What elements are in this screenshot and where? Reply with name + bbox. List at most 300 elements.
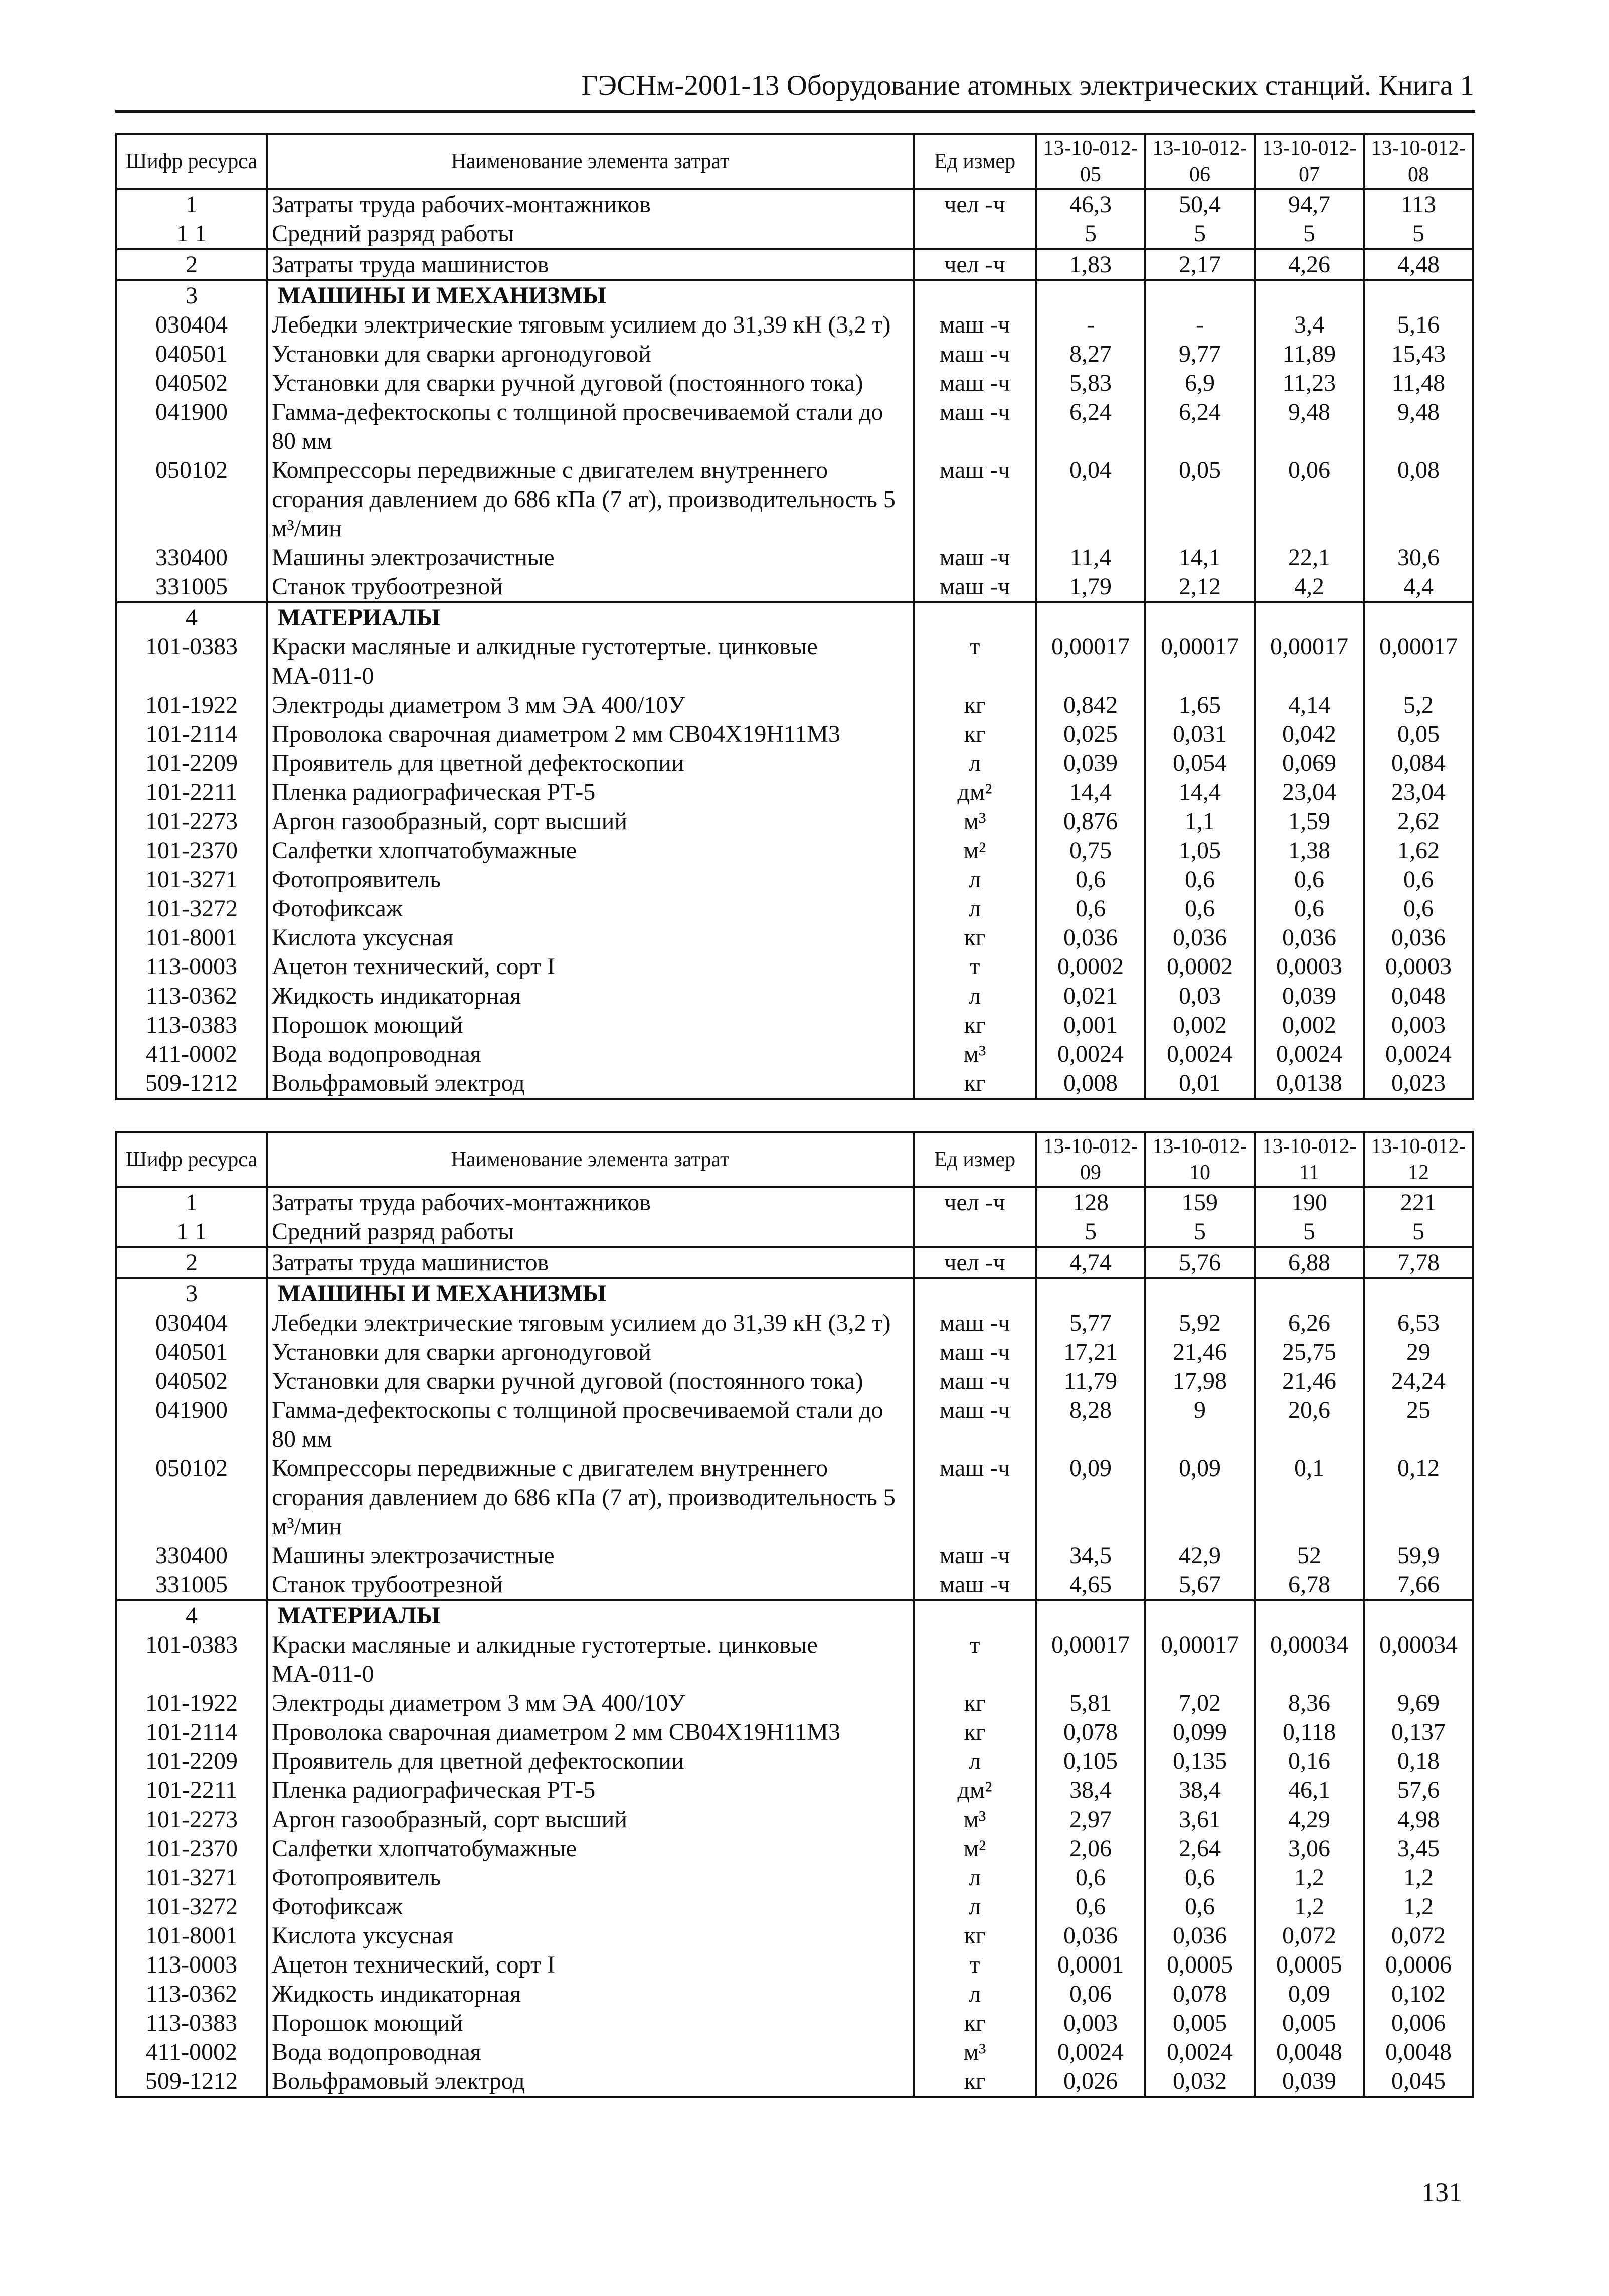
resource-name: Лебедки электрические тяговым усилием до 31,39 кН (3,2 т) bbox=[267, 310, 914, 340]
value-cell: 1,2 bbox=[1364, 1863, 1473, 1892]
resource-name: Электроды диаметром 3 мм ЭА 400/10У bbox=[267, 691, 914, 720]
table-row bbox=[116, 1187, 1473, 1218]
value-cell: 0,135 bbox=[1145, 1747, 1255, 1776]
value-cell: 0,6 bbox=[1036, 1863, 1145, 1892]
value-cell: 0,04 bbox=[1036, 456, 1145, 543]
resource-code: 509-1212 bbox=[116, 1069, 267, 1099]
resource-name: Гамма-дефектоскопы с толщиной просвечиваемой стали до 80 мм bbox=[267, 1396, 914, 1454]
unit-cell: маш -ч bbox=[914, 1367, 1036, 1396]
resource-name: Средний разряд работы bbox=[267, 1217, 914, 1247]
value-cell: 0,005 bbox=[1145, 2009, 1255, 2038]
table-row bbox=[116, 1689, 1473, 1718]
col-header-code: Шифр ресурса bbox=[116, 1132, 267, 1187]
value-cell: 4,26 bbox=[1255, 249, 1364, 280]
resource-code: 050102 bbox=[116, 1454, 267, 1541]
value-cell: 0,842 bbox=[1036, 691, 1145, 720]
unit-cell: дм² bbox=[914, 1776, 1036, 1805]
value-cell bbox=[1364, 280, 1473, 310]
resource-name: Установки для сварки ручной дуговой (постоянного тока) bbox=[267, 369, 914, 398]
table-row bbox=[116, 1069, 1473, 1099]
table-row bbox=[116, 1541, 1473, 1570]
resource-name: Порошок моющий bbox=[267, 1011, 914, 1040]
value-cell: 8,36 bbox=[1255, 1689, 1364, 1718]
value-cell: 1,59 bbox=[1255, 807, 1364, 836]
resource-code: 1 bbox=[116, 189, 267, 220]
resource-code: 411-0002 bbox=[116, 1040, 267, 1069]
resource-name: Затраты труда рабочих-монтажников bbox=[267, 1187, 914, 1218]
value-cell: 0,036 bbox=[1036, 1921, 1145, 1950]
unit-cell: м³ bbox=[914, 1040, 1036, 1069]
value-cell: 11,23 bbox=[1255, 369, 1364, 398]
value-cell: 21,46 bbox=[1255, 1367, 1364, 1396]
resource-code: 101-8001 bbox=[116, 1921, 267, 1950]
resource-name: Пленка радиографическая РТ-5 bbox=[267, 778, 914, 807]
value-cell: 3,4 bbox=[1255, 310, 1364, 340]
resource-name: Установки для сварки аргонодуговой bbox=[267, 1338, 914, 1367]
value-cell: 34,5 bbox=[1036, 1541, 1145, 1570]
page-number: 131 bbox=[1421, 2177, 1462, 2207]
unit-cell bbox=[914, 1278, 1036, 1308]
value-cell: 7,78 bbox=[1364, 1247, 1473, 1278]
value-cell: 9,69 bbox=[1364, 1689, 1473, 1718]
resource-code: 101-8001 bbox=[116, 923, 267, 952]
resource-code: 030404 bbox=[116, 1308, 267, 1338]
page-header: ГЭСНм-2001-13 Оборудование атомных электрических станций. Книга 1 bbox=[581, 70, 1474, 101]
resource-name: Вольфрамовый электрод bbox=[267, 2067, 914, 2097]
resource-code: 113-0383 bbox=[116, 1011, 267, 1040]
resource-name: Компрессоры передвижные с двигателем внутреннего сгорания давлением до 686 кПа (7 ат), производительность 5 м³/мин bbox=[267, 456, 914, 543]
table-row bbox=[116, 836, 1473, 865]
section-title: МАТЕРИАЛЫ bbox=[267, 602, 914, 632]
resource-name: Станок трубоотрезной bbox=[267, 572, 914, 602]
value-cell: 5 bbox=[1036, 1217, 1145, 1247]
value-cell: 17,21 bbox=[1036, 1338, 1145, 1367]
value-cell: 3,45 bbox=[1364, 1834, 1473, 1863]
value-cell: 0,0138 bbox=[1255, 1069, 1364, 1099]
resource-code: 101-2211 bbox=[116, 1776, 267, 1805]
unit-cell: кг bbox=[914, 923, 1036, 952]
resource-code: 331005 bbox=[116, 572, 267, 602]
table-row bbox=[116, 1630, 1473, 1689]
table-row bbox=[116, 572, 1473, 602]
value-cell: 0,09 bbox=[1255, 1980, 1364, 2009]
resource-code: 4 bbox=[116, 1600, 267, 1630]
resource-code: 331005 bbox=[116, 1570, 267, 1600]
value-cell: 6,88 bbox=[1255, 1247, 1364, 1278]
resource-code: 1 1 bbox=[116, 219, 267, 249]
value-cell: 4,2 bbox=[1255, 572, 1364, 602]
value-cell: 0,118 bbox=[1255, 1718, 1364, 1747]
col-header-norm: 13-10-012-12 bbox=[1364, 1132, 1473, 1187]
value-cell: 0,6 bbox=[1255, 865, 1364, 894]
value-cell: 5 bbox=[1364, 1217, 1473, 1247]
value-cell: 1,65 bbox=[1145, 691, 1255, 720]
section-title: МАТЕРИАЛЫ bbox=[267, 1600, 914, 1630]
table-row bbox=[116, 398, 1473, 456]
table-row bbox=[116, 219, 1473, 249]
value-cell: 1,2 bbox=[1255, 1892, 1364, 1921]
value-cell: 14,1 bbox=[1145, 543, 1255, 572]
resource-name: Машины электрозачистные bbox=[267, 543, 914, 572]
value-cell: 221 bbox=[1364, 1187, 1473, 1218]
unit-cell: маш -ч bbox=[914, 369, 1036, 398]
resource-code: 330400 bbox=[116, 1541, 267, 1570]
resource-code: 113-0383 bbox=[116, 2009, 267, 2038]
resource-name: Аргон газообразный, сорт высший bbox=[267, 1805, 914, 1834]
table-row bbox=[116, 1776, 1473, 1805]
unit-cell: чел -ч bbox=[914, 1247, 1036, 1278]
value-cell: 5,83 bbox=[1036, 369, 1145, 398]
value-cell: 5 bbox=[1145, 1217, 1255, 1247]
value-cell: 0,0024 bbox=[1255, 1040, 1364, 1069]
value-cell: 94,7 bbox=[1255, 189, 1364, 220]
resource-name: Проявитель для цветной дефектоскопии bbox=[267, 749, 914, 778]
value-cell: 0,00034 bbox=[1255, 1630, 1364, 1689]
value-cell: 0,0024 bbox=[1036, 1040, 1145, 1069]
value-cell: 9 bbox=[1145, 1396, 1255, 1454]
resource-name: Проволока сварочная диаметром 2 мм СВ04Х19Н11М3 bbox=[267, 1718, 914, 1747]
unit-cell: маш -ч bbox=[914, 1338, 1036, 1367]
resource-name: Фотопроявитель bbox=[267, 1863, 914, 1892]
unit-cell: л bbox=[914, 894, 1036, 923]
value-cell: 0,6 bbox=[1255, 894, 1364, 923]
col-header-unit: Ед измер bbox=[914, 1132, 1036, 1187]
value-cell: 0,0001 bbox=[1036, 1950, 1145, 1980]
value-cell: 0,0024 bbox=[1036, 2038, 1145, 2067]
value-cell: 0,001 bbox=[1036, 1011, 1145, 1040]
value-cell: 0,023 bbox=[1364, 1069, 1473, 1099]
unit-cell: кг bbox=[914, 1011, 1036, 1040]
unit-cell: маш -ч bbox=[914, 572, 1036, 602]
value-cell: 0,6 bbox=[1145, 1863, 1255, 1892]
value-cell: 0,6 bbox=[1145, 894, 1255, 923]
value-cell: 46,1 bbox=[1255, 1776, 1364, 1805]
value-cell: 21,46 bbox=[1145, 1338, 1255, 1367]
value-cell: 5,16 bbox=[1364, 310, 1473, 340]
value-cell: 14,4 bbox=[1036, 778, 1145, 807]
col-header-norm: 13-10-012-06 bbox=[1145, 134, 1255, 189]
value-cell bbox=[1036, 1600, 1145, 1630]
value-cell: 0,039 bbox=[1255, 2067, 1364, 2097]
value-cell: 0,00017 bbox=[1145, 632, 1255, 691]
value-cell: 23,04 bbox=[1364, 778, 1473, 807]
value-cell: 0,078 bbox=[1145, 1980, 1255, 2009]
section-title: МАШИНЫ И МЕХАНИЗМЫ bbox=[267, 280, 914, 310]
resource-name: Вода водопроводная bbox=[267, 2038, 914, 2067]
unit-cell: т bbox=[914, 1950, 1036, 1980]
value-cell: 4,48 bbox=[1364, 249, 1473, 280]
value-cell: 0,09 bbox=[1036, 1454, 1145, 1541]
value-cell: 38,4 bbox=[1145, 1776, 1255, 1805]
value-cell: 0,0048 bbox=[1255, 2038, 1364, 2067]
value-cell: 5,77 bbox=[1036, 1308, 1145, 1338]
resource-code: 101-0383 bbox=[116, 1630, 267, 1689]
table-row bbox=[116, 1367, 1473, 1396]
resource-name: Гамма-дефектоскопы с толщиной просвечиваемой стали до 80 мм bbox=[267, 398, 914, 456]
unit-cell: м³ bbox=[914, 807, 1036, 836]
value-cell: 0,002 bbox=[1255, 1011, 1364, 1040]
value-cell: 20,6 bbox=[1255, 1396, 1364, 1454]
value-cell: 0,0003 bbox=[1364, 952, 1473, 981]
resource-code: 101-2273 bbox=[116, 807, 267, 836]
value-cell bbox=[1255, 602, 1364, 632]
resource-name: Вода водопроводная bbox=[267, 1040, 914, 1069]
value-cell: 0,6 bbox=[1145, 865, 1255, 894]
table-row bbox=[116, 1040, 1473, 1069]
value-cell: 2,64 bbox=[1145, 1834, 1255, 1863]
unit-cell: кг bbox=[914, 691, 1036, 720]
value-cell: 0,0024 bbox=[1145, 2038, 1255, 2067]
unit-cell: чел -ч bbox=[914, 189, 1036, 220]
value-cell: 0,05 bbox=[1145, 456, 1255, 543]
value-cell: 0,6 bbox=[1364, 894, 1473, 923]
value-cell: 0,045 bbox=[1364, 2067, 1473, 2097]
resource-name: Ацетон технический, сорт I bbox=[267, 1950, 914, 1980]
value-cell: 2,97 bbox=[1036, 1805, 1145, 1834]
value-cell: 6,9 bbox=[1145, 369, 1255, 398]
value-cell: 50,4 bbox=[1145, 189, 1255, 220]
value-cell: 6,24 bbox=[1036, 398, 1145, 456]
value-cell: 190 bbox=[1255, 1187, 1364, 1218]
value-cell: 5 bbox=[1255, 219, 1364, 249]
resource-code: 101-2114 bbox=[116, 720, 267, 749]
unit-cell: м³ bbox=[914, 1805, 1036, 1834]
value-cell: 0,00034 bbox=[1364, 1630, 1473, 1689]
resource-code: 113-0003 bbox=[116, 952, 267, 981]
value-cell: 0,876 bbox=[1036, 807, 1145, 836]
value-cell: 1,62 bbox=[1364, 836, 1473, 865]
value-cell bbox=[1255, 1278, 1364, 1308]
value-cell: 22,1 bbox=[1255, 543, 1364, 572]
value-cell: 11,4 bbox=[1036, 543, 1145, 572]
value-cell: 0,75 bbox=[1036, 836, 1145, 865]
unit-cell: маш -ч bbox=[914, 398, 1036, 456]
value-cell: 0,003 bbox=[1036, 2009, 1145, 2038]
value-cell: 46,3 bbox=[1036, 189, 1145, 220]
resource-code: 040501 bbox=[116, 340, 267, 369]
table-row bbox=[116, 543, 1473, 572]
table-row bbox=[116, 1921, 1473, 1950]
value-cell: 0,099 bbox=[1145, 1718, 1255, 1747]
table-header-row bbox=[116, 134, 1473, 189]
unit-cell: маш -ч bbox=[914, 1454, 1036, 1541]
value-cell: - bbox=[1145, 310, 1255, 340]
resource-code: 040501 bbox=[116, 1338, 267, 1367]
resource-name: Затраты труда машинистов bbox=[267, 1247, 914, 1278]
resource-name: Затраты труда машинистов bbox=[267, 249, 914, 280]
value-cell: 0,0024 bbox=[1145, 1040, 1255, 1069]
unit-cell: л bbox=[914, 1863, 1036, 1892]
unit-cell: кг bbox=[914, 1069, 1036, 1099]
col-header-code: Шифр ресурса bbox=[116, 134, 267, 189]
unit-cell: т bbox=[914, 632, 1036, 691]
value-cell: 0,102 bbox=[1364, 1980, 1473, 2009]
value-cell: 0,18 bbox=[1364, 1747, 1473, 1776]
resource-name: Жидкость индикаторная bbox=[267, 981, 914, 1011]
value-cell bbox=[1255, 1600, 1364, 1630]
value-cell: 2,62 bbox=[1364, 807, 1473, 836]
value-cell: 0,0048 bbox=[1364, 2038, 1473, 2067]
col-header-norm: 13-10-012-05 bbox=[1036, 134, 1145, 189]
value-cell: 6,24 bbox=[1145, 398, 1255, 456]
unit-cell: чел -ч bbox=[914, 249, 1036, 280]
resource-name: Кислота уксусная bbox=[267, 923, 914, 952]
value-cell: 42,9 bbox=[1145, 1541, 1255, 1570]
value-cell: 57,6 bbox=[1364, 1776, 1473, 1805]
resource-name: Фотофиксаж bbox=[267, 1892, 914, 1921]
unit-cell: л bbox=[914, 1980, 1036, 2009]
resource-code: 3 bbox=[116, 280, 267, 310]
value-cell: 1,79 bbox=[1036, 572, 1145, 602]
table-row bbox=[116, 1834, 1473, 1863]
value-cell: 0,078 bbox=[1036, 1718, 1145, 1747]
unit-cell: кг bbox=[914, 1718, 1036, 1747]
unit-cell: маш -ч bbox=[914, 456, 1036, 543]
unit-cell: т bbox=[914, 952, 1036, 981]
value-cell: 0,03 bbox=[1145, 981, 1255, 1011]
value-cell bbox=[1255, 280, 1364, 310]
unit-cell: чел -ч bbox=[914, 1187, 1036, 1218]
value-cell: 0,003 bbox=[1364, 1011, 1473, 1040]
unit-cell: т bbox=[914, 1630, 1036, 1689]
value-cell: 0,036 bbox=[1255, 923, 1364, 952]
value-cell: 5,2 bbox=[1364, 691, 1473, 720]
value-cell: 0,048 bbox=[1364, 981, 1473, 1011]
resource-name: Жидкость индикаторная bbox=[267, 1980, 914, 2009]
value-cell: 0,084 bbox=[1364, 749, 1473, 778]
value-cell bbox=[1036, 602, 1145, 632]
value-cell: 0,036 bbox=[1145, 1921, 1255, 1950]
table-row bbox=[116, 923, 1473, 952]
unit-cell: л bbox=[914, 1747, 1036, 1776]
resource-name: Вольфрамовый электрод bbox=[267, 1069, 914, 1099]
value-cell: 128 bbox=[1036, 1187, 1145, 1218]
value-cell: 0,105 bbox=[1036, 1747, 1145, 1776]
unit-cell: кг bbox=[914, 1921, 1036, 1950]
value-cell: 0,054 bbox=[1145, 749, 1255, 778]
value-cell: 0,01 bbox=[1145, 1069, 1255, 1099]
value-cell: 0,026 bbox=[1036, 2067, 1145, 2097]
value-cell: 0,6 bbox=[1036, 865, 1145, 894]
resource-code: 050102 bbox=[116, 456, 267, 543]
value-cell: 52 bbox=[1255, 1541, 1364, 1570]
value-cell bbox=[1036, 1278, 1145, 1308]
value-cell: 0,06 bbox=[1255, 456, 1364, 543]
value-cell bbox=[1364, 602, 1473, 632]
unit-cell: маш -ч bbox=[914, 1541, 1036, 1570]
resource-name: Пленка радиографическая РТ-5 bbox=[267, 1776, 914, 1805]
section-title: МАШИНЫ И МЕХАНИЗМЫ bbox=[267, 1278, 914, 1308]
value-cell: 0,0024 bbox=[1364, 1040, 1473, 1069]
table-row bbox=[116, 1892, 1473, 1921]
resource-code: 101-3271 bbox=[116, 1863, 267, 1892]
unit-cell bbox=[914, 1217, 1036, 1247]
value-cell: 6,26 bbox=[1255, 1308, 1364, 1338]
value-cell: 0,072 bbox=[1255, 1921, 1364, 1950]
value-cell: 59,9 bbox=[1364, 1541, 1473, 1570]
value-cell: 24,24 bbox=[1364, 1367, 1473, 1396]
table-row bbox=[116, 1454, 1473, 1541]
resource-name: Установки для сварки ручной дуговой (постоянного тока) bbox=[267, 1367, 914, 1396]
resource-code: 040502 bbox=[116, 1367, 267, 1396]
table-row bbox=[116, 2009, 1473, 2038]
resource-name: Установки для сварки аргонодуговой bbox=[267, 340, 914, 369]
value-cell: 4,98 bbox=[1364, 1805, 1473, 1834]
value-cell: 0,00017 bbox=[1036, 632, 1145, 691]
value-cell: 0,072 bbox=[1364, 1921, 1473, 1950]
value-cell: - bbox=[1036, 310, 1145, 340]
resource-code: 101-3271 bbox=[116, 865, 267, 894]
value-cell: 0,021 bbox=[1036, 981, 1145, 1011]
unit-cell: маш -ч bbox=[914, 1570, 1036, 1600]
resource-name: Станок трубоотрезной bbox=[267, 1570, 914, 1600]
table-row bbox=[116, 340, 1473, 369]
section-row bbox=[116, 280, 1473, 310]
resource-code: 113-0362 bbox=[116, 1980, 267, 2009]
value-cell: 0,09 bbox=[1145, 1454, 1255, 1541]
value-cell: 0,6 bbox=[1364, 865, 1473, 894]
value-cell: 5,81 bbox=[1036, 1689, 1145, 1718]
table-row bbox=[116, 1863, 1473, 1892]
table-row bbox=[116, 249, 1473, 280]
resource-name: Салфетки хлопчатобумажные bbox=[267, 1834, 914, 1863]
table-row bbox=[116, 1747, 1473, 1776]
unit-cell: маш -ч bbox=[914, 1308, 1036, 1338]
unit-cell: маш -ч bbox=[914, 310, 1036, 340]
resource-name: Салфетки хлопчатобумажные bbox=[267, 836, 914, 865]
value-cell: 0,08 bbox=[1364, 456, 1473, 543]
value-cell: 0,00017 bbox=[1145, 1630, 1255, 1689]
value-cell: 0,0003 bbox=[1255, 952, 1364, 981]
value-cell: 5 bbox=[1145, 219, 1255, 249]
value-cell: 5,92 bbox=[1145, 1308, 1255, 1338]
col-header-norm: 13-10-012-09 bbox=[1036, 1132, 1145, 1187]
resource-name: Машины электрозачистные bbox=[267, 1541, 914, 1570]
value-cell: 7,66 bbox=[1364, 1570, 1473, 1600]
resource-code: 101-1922 bbox=[116, 1689, 267, 1718]
value-cell: 0,002 bbox=[1145, 1011, 1255, 1040]
unit-cell bbox=[914, 602, 1036, 632]
value-cell: 38,4 bbox=[1036, 1776, 1145, 1805]
resource-code: 101-2209 bbox=[116, 1747, 267, 1776]
table-row bbox=[116, 981, 1473, 1011]
unit-cell: кг bbox=[914, 2009, 1036, 2038]
value-cell: 15,43 bbox=[1364, 340, 1473, 369]
unit-cell: маш -ч bbox=[914, 1396, 1036, 1454]
value-cell: 4,29 bbox=[1255, 1805, 1364, 1834]
resource-name: Затраты труда рабочих-монтажников bbox=[267, 189, 914, 220]
resource-name: Компрессоры передвижные с двигателем внутреннего сгорания давлением до 686 кПа (7 ат), производительность 5 м³/мин bbox=[267, 1454, 914, 1541]
value-cell: 0,069 bbox=[1255, 749, 1364, 778]
value-cell: 11,79 bbox=[1036, 1367, 1145, 1396]
value-cell: 0,00017 bbox=[1364, 632, 1473, 691]
value-cell: 113 bbox=[1364, 189, 1473, 220]
value-cell: 0,0006 bbox=[1364, 1950, 1473, 1980]
col-header-norm: 13-10-012-07 bbox=[1255, 134, 1364, 189]
table-row bbox=[116, 310, 1473, 340]
value-cell bbox=[1364, 1600, 1473, 1630]
unit-cell bbox=[914, 280, 1036, 310]
value-cell: 30,6 bbox=[1364, 543, 1473, 572]
resource-name: Краски масляные и алкидные густотертые. цинковые МА-011-0 bbox=[267, 632, 914, 691]
table-row bbox=[116, 1718, 1473, 1747]
value-cell: 5 bbox=[1255, 1217, 1364, 1247]
table-row bbox=[116, 1308, 1473, 1338]
table-row bbox=[116, 1338, 1473, 1367]
resource-name: Средний разряд работы bbox=[267, 219, 914, 249]
resource-code: 101-1922 bbox=[116, 691, 267, 720]
resource-code: 1 bbox=[116, 1187, 267, 1218]
